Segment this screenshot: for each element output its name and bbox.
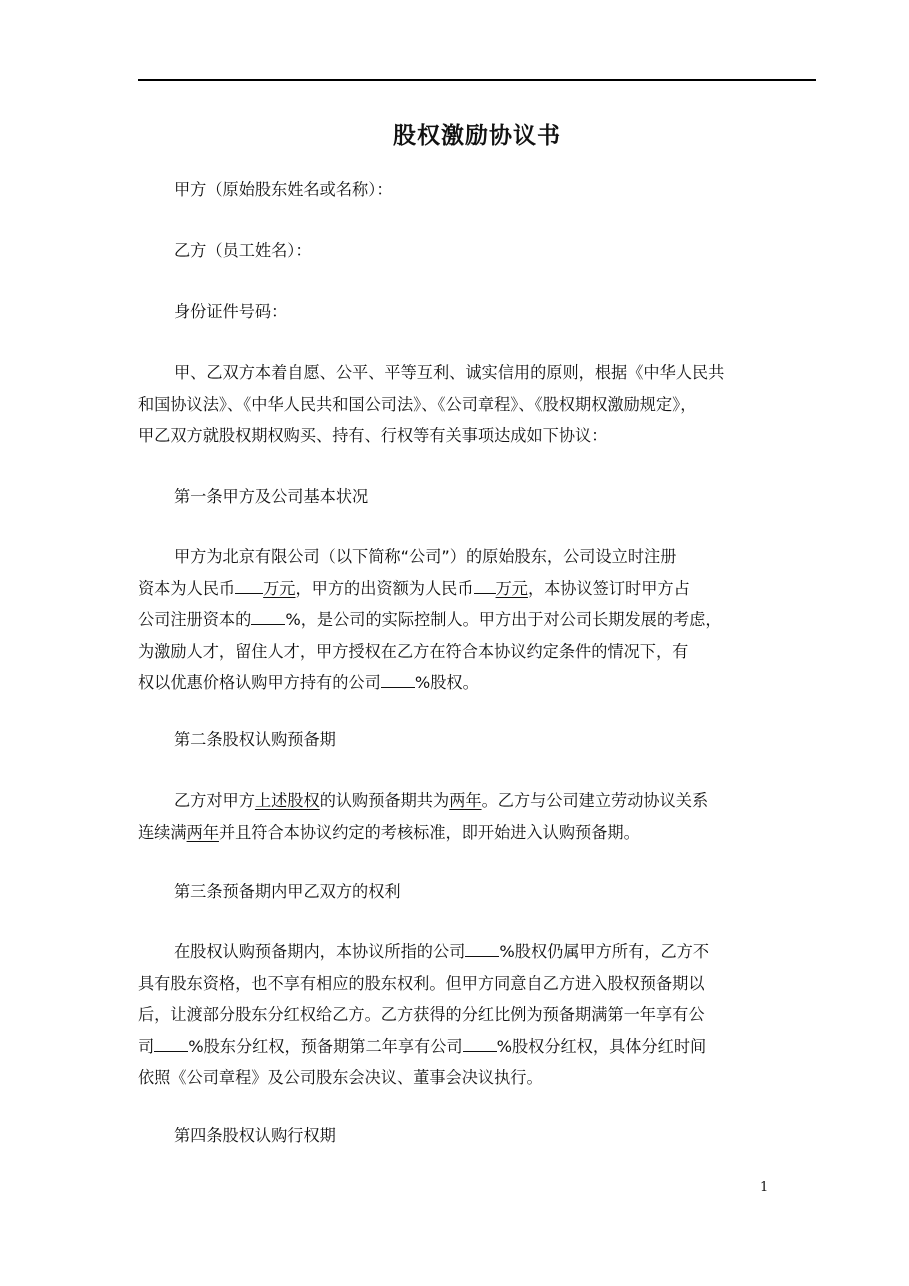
article-1-line xyxy=(138,604,778,636)
article-1-heading-line xyxy=(138,481,778,513)
article-2-paragraph xyxy=(138,785,778,848)
article-1-line: 为激励人才，留住人才，甲方授权在乙方在符合本协议约定条件的情况下，有 xyxy=(138,641,689,661)
underlined-unit: 万元 xyxy=(495,578,528,598)
text-fragment: %股权仍属甲方所有，乙方不 xyxy=(499,942,710,961)
text-fragment: 司 xyxy=(138,1036,155,1056)
text-fragment: 并且符合本协议约定的考核标准，即开始进入认购预备期。 xyxy=(218,822,640,842)
fill-blank xyxy=(235,577,263,594)
article-3-line: 具有股东资格，也不享有相应的股东权利。但甲方同意自乙方进入股权预备期以 xyxy=(138,973,705,993)
fill-blank xyxy=(474,577,496,594)
fill-blank xyxy=(465,940,499,957)
document-title: 股权激励协议书 xyxy=(393,123,561,149)
text-fragment: 的认购预备期共为 xyxy=(319,791,450,810)
id-number-line xyxy=(138,296,778,328)
text-fragment: 。乙方与公司建立劳动协议关系 xyxy=(481,791,709,810)
article-3-line xyxy=(138,1031,778,1063)
text-fragment: 连续满 xyxy=(138,822,187,842)
article-3-heading: 第三条预备期内甲乙双方的权利 xyxy=(174,882,401,901)
party-b-label: 乙方（员工姓名）： xyxy=(174,241,312,260)
page-number: 1 xyxy=(760,1180,769,1195)
text-fragment: %股权。 xyxy=(414,673,479,692)
intro-line: 甲、乙双方本着自愿、公平、平等互利、诚实信用的原则，根据《中华人民共 xyxy=(174,363,725,382)
underlined-text: 两年 xyxy=(186,822,219,842)
article-1-heading: 第一条甲方及公司基本状况 xyxy=(174,487,369,506)
article-3-line: 后，让渡部分股东分红权给乙方。乙方获得的分红比例为预备期满第一年享有公 xyxy=(138,1005,705,1024)
intro-paragraph xyxy=(138,357,778,452)
fill-blank xyxy=(463,1035,497,1052)
article-1-line: 甲方为北京有限公司（以下简称“公司”）的原始股东，公司设立时注册 xyxy=(174,547,677,566)
underlined-text: 两年 xyxy=(449,791,482,810)
article-3-heading-line xyxy=(138,876,778,908)
article-2-heading: 第二条股权认购预备期 xyxy=(174,730,336,749)
intro-line: 和国协议法》、《中华人民共和国公司法》、《公司章程》、《股权期权激励规定》， xyxy=(138,394,697,414)
party-b-line xyxy=(138,235,778,267)
text-fragment: %，是公司的实际控制人。甲方出于对公司长期发展的考虑， xyxy=(285,610,722,629)
party-a-line xyxy=(138,174,778,206)
article-2-line xyxy=(138,817,778,849)
article-4-heading: 第四条股权认购行权期 xyxy=(174,1126,336,1145)
text-fragment: %股东分红权，预备期第二年享有公司 xyxy=(188,1036,463,1056)
article-3-paragraph xyxy=(138,936,778,1094)
article-1-line xyxy=(138,667,778,699)
text-fragment: 资本为人民币 xyxy=(138,578,236,598)
party-a-label: 甲方（原始股东姓名或名称）： xyxy=(174,180,393,199)
article-3-line: 依照《公司章程》及公司股东会决议、董事会决议执行。 xyxy=(138,1068,543,1087)
article-3-line xyxy=(138,936,778,968)
article-2-line xyxy=(138,785,778,817)
intro-line: 甲乙双方就股权期权购买、持有、行权等有关事项达成如下协议： xyxy=(138,426,608,445)
text-fragment: %股权分红权，具体分红时间 xyxy=(496,1036,707,1056)
article-4-heading-line xyxy=(138,1120,778,1152)
text-fragment: 权以优惠价格认购甲方持有的公司 xyxy=(138,673,381,692)
id-number-label: 身份证件号码： xyxy=(174,302,288,321)
text-fragment: 乙方对甲方 xyxy=(174,791,255,810)
fill-blank xyxy=(381,671,415,688)
text-fragment: 公司注册资本的 xyxy=(138,610,252,629)
text-fragment: 在股权认购预备期内，本协议所指的公司 xyxy=(174,942,466,961)
underlined-unit: 万元 xyxy=(263,578,296,598)
article-1-line xyxy=(138,573,778,605)
header-rule xyxy=(138,79,816,81)
article-1-paragraph xyxy=(138,541,778,699)
article-2-heading-line xyxy=(138,724,778,756)
text-fragment: ，本协议签订时甲方占 xyxy=(527,578,690,598)
text-fragment: ，甲方的出资额为人民币 xyxy=(295,578,474,598)
underlined-text: 上述股权 xyxy=(254,791,320,810)
fill-blank xyxy=(251,608,285,625)
fill-blank xyxy=(154,1035,188,1052)
